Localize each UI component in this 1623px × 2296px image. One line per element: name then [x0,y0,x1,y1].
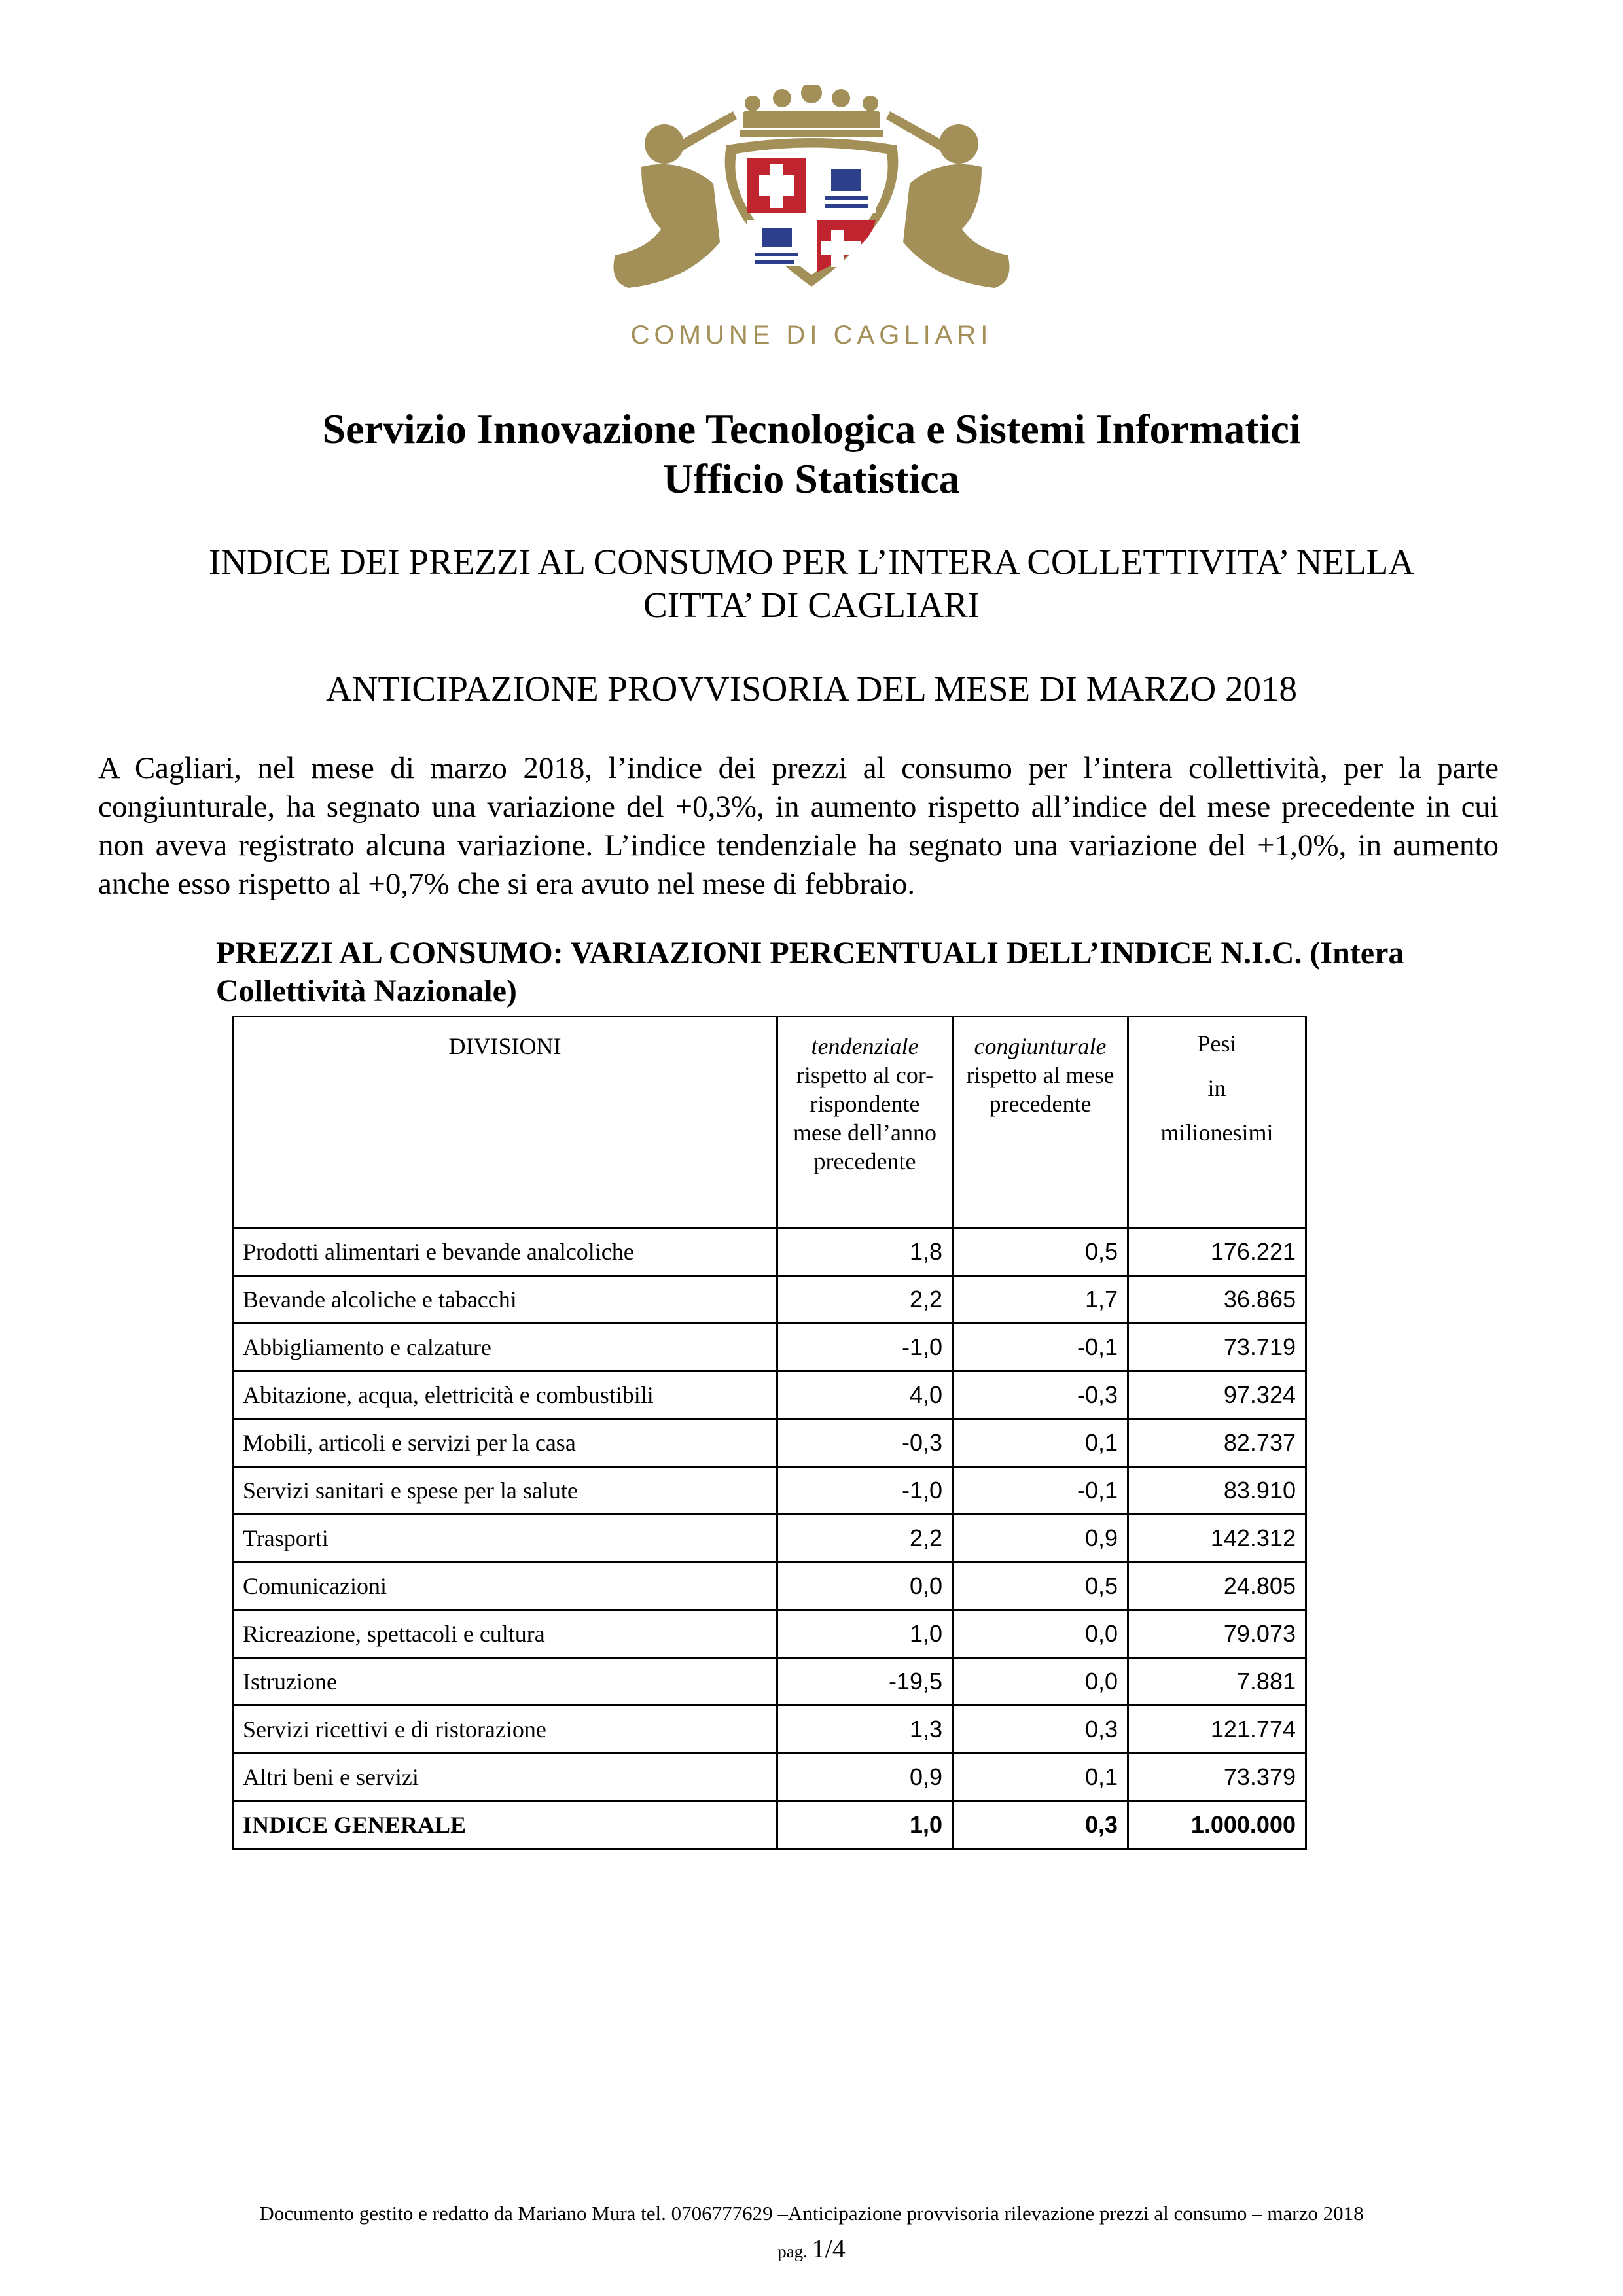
pesi-value: 73.379 [1128,1754,1306,1801]
header-congiunturale-desc: rispetto al mese precedente [966,1062,1115,1117]
table-title [216,934,1518,1010]
pesi-value: 7.881 [1128,1658,1306,1706]
table-row [233,1754,1306,1801]
header-congiunturale [953,1017,1128,1228]
congiunturale-value: -0,3 [953,1371,1128,1419]
division-label: Abitazione, acqua, elettricità e combustibili [233,1371,777,1419]
pesi-value: 142.312 [1128,1515,1306,1563]
congiunturale-value: 0,5 [953,1228,1128,1276]
page-number [0,2233,1623,2264]
table-row [233,1706,1306,1754]
pesi-value: 36.865 [1128,1276,1306,1324]
pesi-value: 73.719 [1128,1324,1306,1371]
table-row [233,1563,1306,1610]
summary-paragraph: A Cagliari, nel mese di marzo 2018, l’indice dei prezzi al consumo per l’intera collettività, per la parte congiunturale, ha segnato una variazione del +0,3%, in aumento rispetto all’indice del mese precedente in cui non aveva registrato alcuna variazione. L’indice tendenziale ha segnato una variazione del +1,0%, in aumento anche esso rispetto al +0,7% che si era avuto nel mese di febbraio. [98,751,1499,901]
tendenziale-value: -0,3 [777,1419,953,1467]
table-body [233,1228,1306,1849]
service-name: Servizio Innovazione Tecnologica e Sistemi Informatici [322,406,1301,452]
tendenziale-value: 1,8 [777,1228,953,1276]
document-subtitle: ANTICIPAZIONE PROVVISORIA DEL MESE DI MARZO 2018 [325,669,1297,709]
header-tendenziale [777,1017,953,1228]
division-label: Abbigliamento e calzature [233,1324,777,1371]
header-pesi-line-3: milionesimi [1160,1120,1274,1146]
tendenziale-value: 1,0 [777,1801,953,1849]
page-count: 1/4 [812,2234,846,2263]
tendenziale-value: 0,9 [777,1754,953,1801]
congiunturale-value: 0,1 [953,1754,1128,1801]
header-tendenziale-title: tendenziale [811,1033,919,1059]
division-label: Comunicazioni [233,1563,777,1610]
congiunturale-value: 0,3 [953,1801,1128,1849]
table-total-row [233,1801,1306,1849]
table-row [233,1467,1306,1515]
pesi-value: 121.774 [1128,1706,1306,1754]
table-row [233,1419,1306,1467]
pesi-value: 97.324 [1128,1371,1306,1419]
document-title-line-1: INDICE DEI PREZZI AL CONSUMO PER L’INTERA COLLETTIVITA’ NELLA [209,542,1414,582]
division-label: Ricreazione, spettacoli e cultura [233,1610,777,1658]
tendenziale-value: 4,0 [777,1371,953,1419]
table-row [233,1515,1306,1563]
tendenziale-value: -1,0 [777,1324,953,1371]
coat-of-arms-emblem [602,85,1021,308]
congiunturale-value: 0,1 [953,1419,1128,1467]
header-congiunturale-title: congiunturale [974,1033,1107,1059]
division-label: Altri beni e servizi [233,1754,777,1801]
footer-text: Documento gestito e redatto da Mariano Mura tel. 0706777629 –Anticipazione provvisoria rilevazione prezzi al consumo – marzo 2018 [259,2202,1364,2225]
document-title-line-2: CITTA’ DI CAGLIARI [643,585,980,625]
congiunturale-value: -0,1 [953,1324,1128,1371]
pesi-value: 82.737 [1128,1419,1306,1467]
tendenziale-value: 1,3 [777,1706,953,1754]
division-label: Servizi sanitari e spese per la salute [233,1467,777,1515]
page-prefix: pag. [777,2242,808,2261]
congiunturale-value: 1,7 [953,1276,1128,1324]
division-label: INDICE GENERALE [233,1801,777,1849]
header-pesi [1128,1017,1306,1228]
congiunturale-value: 0,0 [953,1658,1128,1706]
congiunturale-value: 0,5 [953,1563,1128,1610]
congiunturale-value: 0,3 [953,1706,1128,1754]
pesi-value: 79.073 [1128,1610,1306,1658]
table-header-row [233,1017,1306,1228]
tendenziale-value: 1,0 [777,1610,953,1658]
division-label: Istruzione [233,1658,777,1706]
congiunturale-value: -0,1 [953,1467,1128,1515]
congiunturale-value: 0,9 [953,1515,1128,1563]
division-label: Mobili, articoli e servizi per la casa [233,1419,777,1467]
tendenziale-value: 2,2 [777,1515,953,1563]
header-pesi-line-1: Pesi [1197,1031,1237,1057]
table-row [233,1658,1306,1706]
tendenziale-value: 0,0 [777,1563,953,1610]
header-divisioni: DIVISIONI [233,1017,777,1228]
pesi-value: 1.000.000 [1128,1801,1306,1849]
division-label: Servizi ricettivi e di ristorazione [233,1706,777,1754]
office-name: Ufficio Statistica [663,455,960,502]
header-tendenziale-desc: rispetto al cor-rispondente mese dell’anno precedente [793,1062,936,1174]
table-row [233,1228,1306,1276]
pesi-value: 83.910 [1128,1467,1306,1515]
pesi-value: 176.221 [1128,1228,1306,1276]
table-title-line-1: PREZZI AL CONSUMO: VARIAZIONI PERCENTUALI DELL’INDICE N.I.C. (Intera [216,936,1404,970]
header-pesi-line-2: in [1207,1075,1226,1101]
tendenziale-value: 2,2 [777,1276,953,1324]
division-label: Bevande alcoliche e tabacchi [233,1276,777,1324]
tendenziale-value: -19,5 [777,1658,953,1706]
table-row [233,1276,1306,1324]
table-title-line-2: Collettività Nazionale) [216,974,517,1008]
division-label: Trasporti [233,1515,777,1563]
table-row [233,1371,1306,1419]
division-label: Prodotti alimentari e bevande analcoliche [233,1228,777,1276]
tendenziale-value: -1,0 [777,1467,953,1515]
comune-di-cagliari-logo [602,85,1021,360]
price-index-table [232,1016,1307,1850]
table-row [233,1324,1306,1371]
logo-text: COMUNE DI CAGLIARI [630,321,993,349]
congiunturale-value: 0,0 [953,1610,1128,1658]
table-row [233,1610,1306,1658]
pesi-value: 24.805 [1128,1563,1306,1610]
